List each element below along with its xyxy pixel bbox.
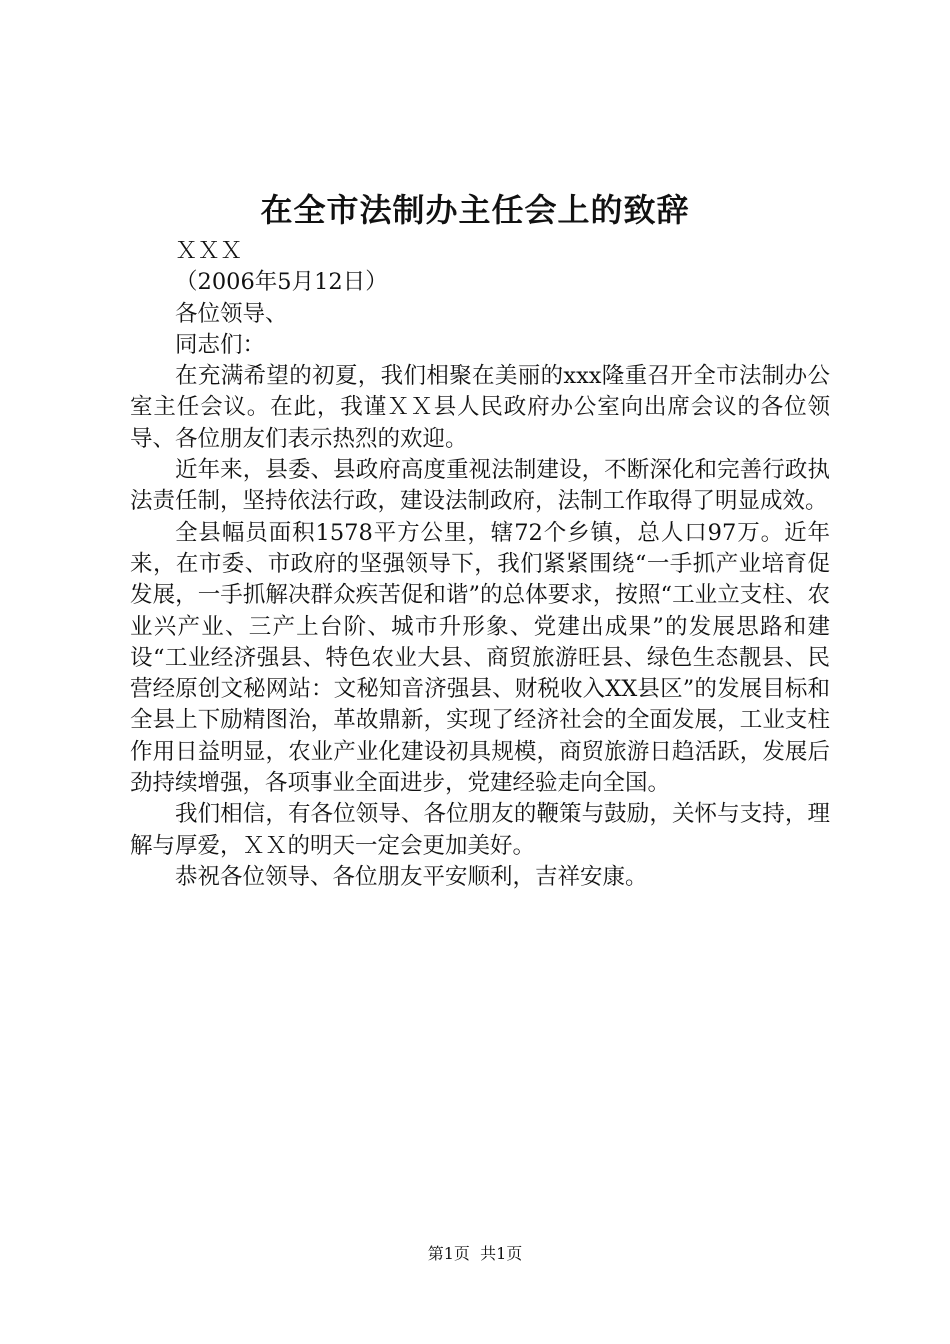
body-paragraph: 恭祝各位领导、各位朋友平安顺利，吉祥安康。 — [175, 863, 648, 890]
page-number: 第1页 共1页 — [427, 1244, 523, 1263]
author-line: ＸＸＸ — [175, 238, 243, 264]
page-footer — [0, 1242, 950, 1266]
document-body — [130, 236, 830, 893]
body-paragraph: 全县幅员面积1578平方公里，辖72个乡镇，总人口97万。近年来，在市委、市政府的坚强领导下，我们紧紧围绕“一手抓产业培育促发展，一手抓解决群众疾苦促和谐”的总体要求，按照“工业立支柱、农业兴产业、三产上台阶、城市升形象、党建出成果”的发展思路和建设“工业经济强县、特色农业大县、商贸旅游旺县、绿色生态靓县、民营经原创文秘网站：文秘知音济强县、财税收入XX县区”的发展目标和全县上下励精图治，革故鼎新，实现了经济社会的全面发展，工业支柱作用日益明显，农业产业化建设初具规模，商贸旅游日趋活跃，发展后劲持续增强，各项事业全面进步，党建经验走向全国。 — [130, 519, 830, 797]
salutation-line: 同志们： — [175, 331, 266, 358]
body-paragraph: 在充满希望的初夏，我们相聚在美丽的xxx隆重召开全市法制办公室主任会议。在此，我谨ＸＸ县人民政府办公室向出席会议的各位领导、各位朋友们表示热烈的欢迎。 — [130, 363, 830, 452]
body-paragraph: 我们相信，有各位领导、各位朋友的鞭策与鼓励，关怀与支持，理解与厚爱，ＸＸ的明天一定会更加美好。 — [130, 801, 830, 859]
date-line: （2006年5月12日） — [175, 269, 388, 296]
body-paragraph: 近年来，县委、县政府高度重视法制建设，不断深化和完善行政执法责任制，坚持依法行政，建设法制政府，法制工作取得了明显成效。 — [130, 457, 830, 515]
document-title: 在全市法制办主任会上的致辞 — [260, 191, 690, 229]
salutation-line: 各位领导、 — [175, 300, 288, 327]
